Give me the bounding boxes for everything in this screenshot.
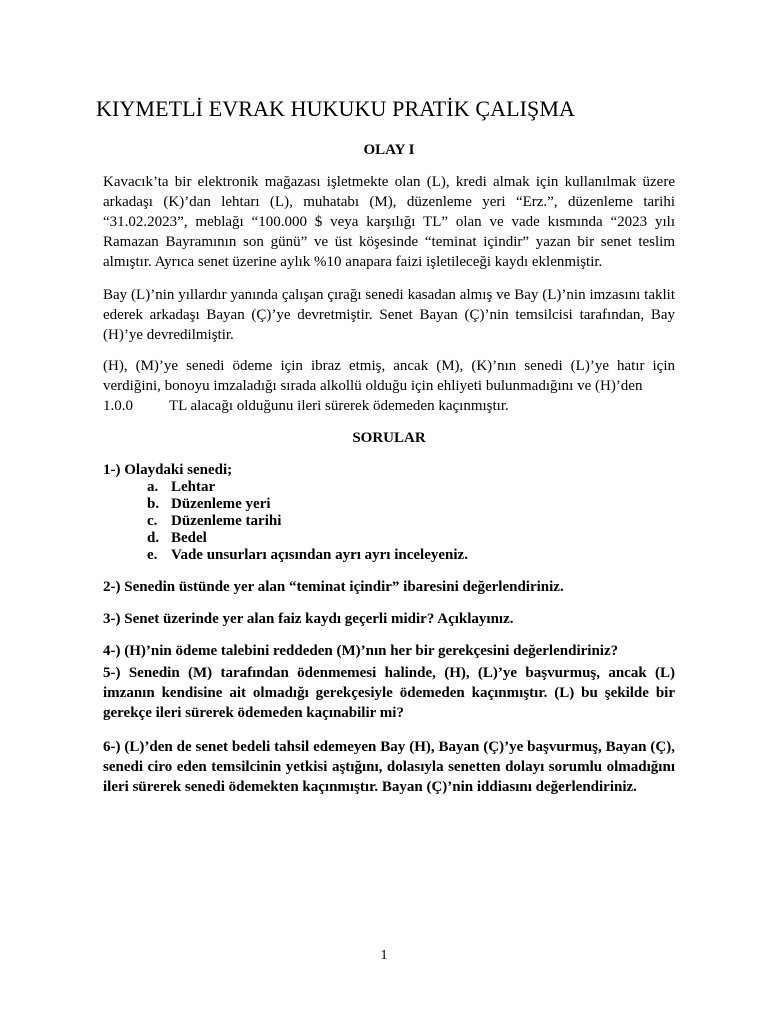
question-6: 6-) (L)’den de senet bedeli tahsil edemeyen Bay (H), Bayan (Ç)’ye başvurmuş, Bayan (Ç), senedi ciro eden temsilcinin yetkisi aştığını, dolasıyla senetten dolayı sorumlu olmadığını ileri sürerek senedi ödemekten kaçınmıştır. Bayan (Ç)’nin iddiasını değerlendiriniz. [103,739,675,795]
sublist-item [147,513,675,530]
sublist-text: Vade unsurları açısından ayrı ayrı inceleyeniz. [171,547,468,563]
sublist-marker: b. [147,496,160,512]
sublist-item [147,496,675,513]
amount-rest-text: TL alacağı olduğunu ileri sürerek ödemeden kaçınmıştır. [169,398,509,414]
sublist-item [147,530,675,547]
amount-line [103,396,675,416]
case-paragraph-3-text: (H), (M)’ye senedi ödeme için ibraz etmiş, ancak (M), (K)’nın senedi (L)’ye hatır için verdiğini, bonoyu imzaladığı sırada alkollü olduğu için ehliyeti bulunmadığını ve (H)’den [103,358,675,394]
sublist-marker: d. [147,530,160,546]
question-1 [103,462,675,564]
question-3: 3-) Senet üzerinde yer alan faiz kaydı geçerli midir? Açıklayınız. [103,611,514,627]
case-paragraph-1: Kavacık’ta bir elektronik mağazası işletmekte olan (L), kredi almak için kullanılmak üzere arkadaşı (K)’dan lehtarı (L), muhatabı (M), düzenleme yeri “Erz.”, düzenleme tarihi “31.02.2023”, meblağı “100.000 $ veya karşılığı TL” olan ve vade kısmında “2023 yılı Ramazan Bayramının son günü” ve üst köşesinde “teminat içindir” yazan bir senet teslim almıştır. Ayrıca senet üzerine aylık %10 anapara faizi işletileceği kaydı eklenmiştir. [103,174,675,270]
page-number: 1 [380,948,388,963]
sublist-text: Düzenleme yeri [171,496,271,512]
case-paragraph-2: Bay (L)’nin yıllardır yanında çalışan çırağı senedi kasadan almış ve Bay (L)’nin imzasını taklit ederek arkadaşı Bayan (Ç)’ye devretmiştir. Senet Bayan (Ç)’nin temsilcisi tarafından, Bay (H)’ye devredilmiştir. [103,287,675,343]
case-paragraph-3 [103,356,675,416]
question-1-text: 1-) Olaydaki senedi; [103,462,233,478]
sublist-text: Lehtar [171,479,216,495]
sublist-text: Bedel [171,530,207,546]
sublist-item [147,547,675,564]
questions-heading: SORULAR [352,430,426,446]
case-heading: OLAY I [363,142,415,158]
question-2: 2-) Senedin üstünde yer alan “teminat içindir” ibaresini değerlendiriniz. [103,579,564,595]
sublist-marker: e. [147,547,158,563]
question-1-sublist [103,479,675,564]
question-4: 4-) (H)’nin ödeme talebini reddeden (M)’nın her bir gerekçesini değerlendiriniz? [103,643,619,659]
sublist-marker: c. [147,513,158,529]
question-5: 5-) Senedin (M) tarafından ödenmemesi halinde, (H), (L)’ye başvurmuş, ancak (L) imzanın kendisine ait olmadığı gerekçesiyle ödemeden kaçınmıştır. (L) bu şekilde bir gerekçe ileri sürerek ödemeden kaçınabilir mi? [103,665,675,721]
document-title: KIYMETLİ EVRAK HUKUKU PRATİK ÇALIŞMA [96,96,576,121]
sublist-text: Düzenleme tarihi [171,513,282,529]
amount-value: 1.0.0 [103,398,133,414]
sublist-marker: a. [147,479,159,495]
sublist-item [147,479,675,496]
